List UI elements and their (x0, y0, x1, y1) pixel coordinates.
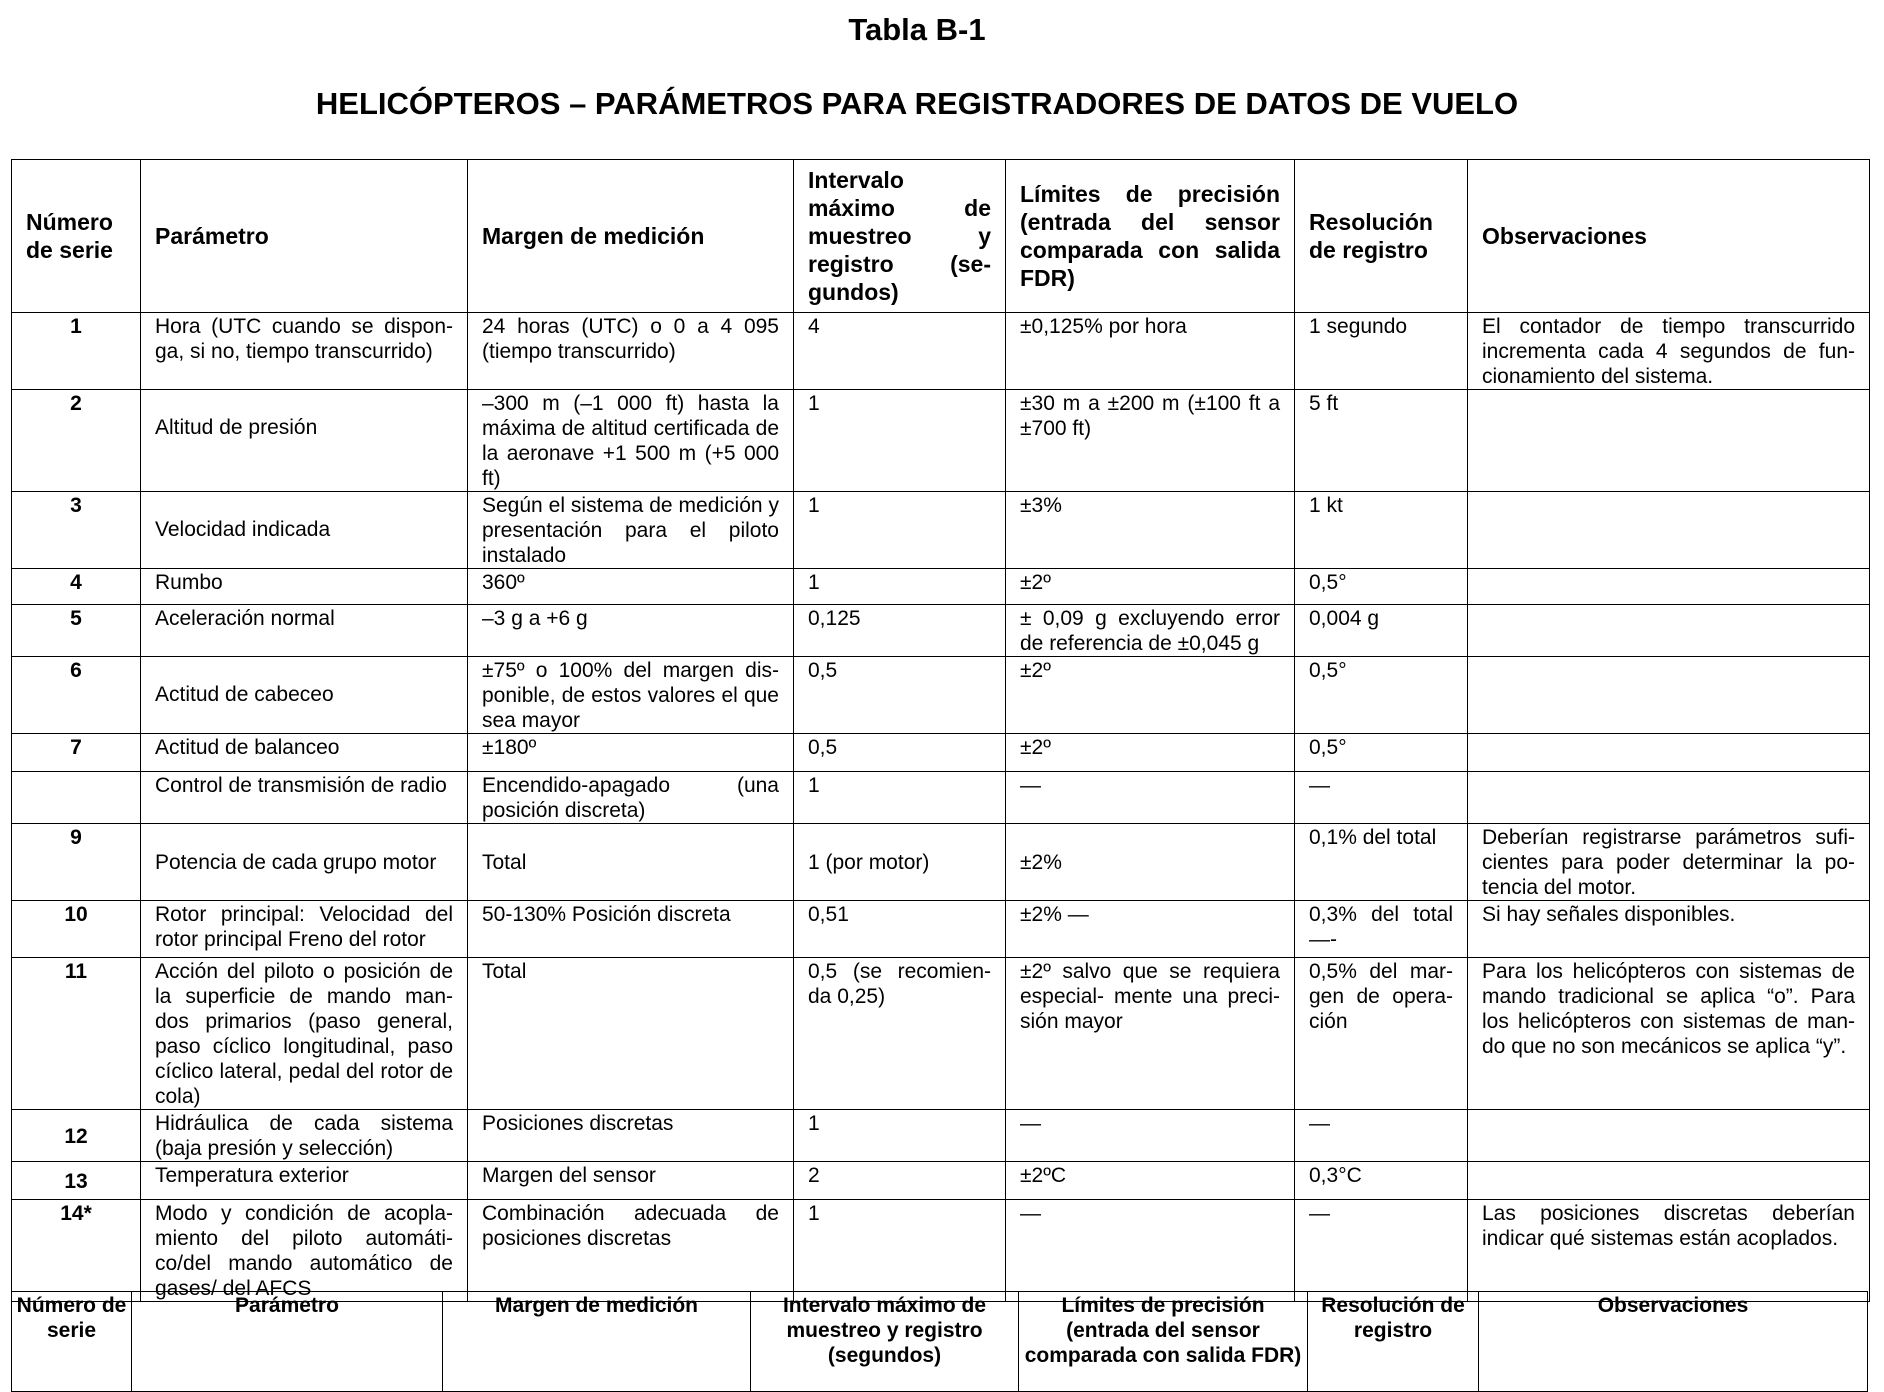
cell-resolucion: — (1295, 1110, 1468, 1162)
cell-numero: 14* (12, 1200, 141, 1302)
footer-header-observaciones: Observaciones (1479, 1292, 1868, 1392)
cell-parametro: Aceleración normal (141, 605, 468, 657)
footer-header-row (12, 1292, 1868, 1392)
cell-limites: ±2% — (1006, 901, 1295, 958)
cell-numero: 12 (12, 1110, 141, 1162)
cell-resolucion: 0,5° (1295, 657, 1468, 734)
cell-resolucion: 0,5° (1295, 734, 1468, 772)
cell-margen: Posiciones discretas (468, 1110, 794, 1162)
cell-intervalo: 0,125 (794, 605, 1006, 657)
table-row (12, 569, 1870, 605)
footer-header-intervalo: Intervalo máximo de muestreo y registro (segundos) (751, 1292, 1019, 1392)
parameters-table (11, 159, 1870, 1302)
table-row (12, 1200, 1870, 1302)
table-title: Tabla B-1 (848, 12, 986, 47)
cell-parametro: Rotor principal: Velocidad del rotor principal Freno del rotor (141, 901, 468, 958)
cell-margen: Encendido-apagado (una posición discreta) (468, 772, 794, 824)
cell-numero: 7 (12, 734, 141, 772)
cell-margen: Margen del sensor (468, 1162, 794, 1200)
cell-margen: 360º (468, 569, 794, 605)
table-row (12, 657, 1870, 734)
cell-margen: Combinación adecuada de posiciones discretas (468, 1200, 794, 1302)
cell-intervalo: 1 (794, 492, 1006, 569)
cell-resolucion: — (1295, 772, 1468, 824)
cell-parametro: Hidráulica de cada sistema (baja presión y selección) (141, 1110, 468, 1162)
cell-observaciones (1468, 492, 1870, 569)
table-row (12, 313, 1870, 390)
cell-numero: 4 (12, 569, 141, 605)
cell-observaciones (1468, 657, 1870, 734)
cell-margen: ±75º o 100% del margen dis- ponible, de estos valores el que sea mayor (468, 657, 794, 734)
cell-margen: Según el sistema de medición y presentación para el piloto instalado (468, 492, 794, 569)
cell-resolucion: 1 segundo (1295, 313, 1468, 390)
cell-margen: 50-130% Posición discreta (468, 901, 794, 958)
table-row (12, 390, 1870, 492)
cell-observaciones: El contador de tiempo transcurrido incrementa cada 4 segundos de fun- cionamiento del sistema. (1468, 313, 1870, 390)
cell-limites: ±0,125% por hora (1006, 313, 1295, 390)
footer-header-parametro: Parámetro (132, 1292, 443, 1392)
cell-limites: — (1006, 772, 1295, 824)
cell-intervalo: 4 (794, 313, 1006, 390)
cell-numero: 3 (12, 492, 141, 569)
cell-observaciones (1468, 605, 1870, 657)
cell-intervalo: 0,5 (794, 734, 1006, 772)
cell-observaciones (1468, 1110, 1870, 1162)
cell-intervalo: 0,51 (794, 901, 1006, 958)
header-observaciones: Observaciones (1468, 160, 1870, 313)
cell-observaciones (1468, 1162, 1870, 1200)
cell-numero: 11 (12, 958, 141, 1110)
cell-numero: 10 (12, 901, 141, 958)
cell-parametro: Modo y condición de acopla- miento del piloto automáti- co/del mando automático de gases/ del AFCS (141, 1200, 468, 1302)
cell-parametro: Actitud de cabeceo (141, 657, 468, 734)
header-margen: Margen de medición (468, 160, 794, 313)
cell-limites: ±2ºC (1006, 1162, 1295, 1200)
table-row (12, 1162, 1870, 1200)
cell-resolucion: 0,004 g (1295, 605, 1468, 657)
cell-observaciones: Si hay señales disponibles. (1468, 901, 1870, 958)
cell-parametro: Acción del piloto o posición de la superficie de mando man- dos primarios (paso general, paso cíclico longitudinal, paso cíclico lateral, pedal del rotor de cola) (141, 958, 468, 1110)
cell-intervalo: 0,5 (se recomien- da 0,25) (794, 958, 1006, 1110)
cell-intervalo: 1 (794, 1110, 1006, 1162)
cell-parametro: Velocidad indicada (141, 492, 468, 569)
cell-intervalo: 1 (794, 772, 1006, 824)
cell-intervalo: 1 (por motor) (794, 824, 1006, 901)
header-parametro: Parámetro (141, 160, 468, 313)
cell-resolucion: 0,3% del total —- (1295, 901, 1468, 958)
header-resolucion: Resolución de registro (1295, 160, 1468, 313)
cell-observaciones: Deberían registrarse parámetros sufi- cientes para poder determinar la po- tencia del motor. (1468, 824, 1870, 901)
cell-parametro: Altitud de presión (141, 390, 468, 492)
cell-intervalo: 0,5 (794, 657, 1006, 734)
cell-resolucion: 0,5% del mar- gen de opera- ción (1295, 958, 1468, 1110)
table-row (12, 734, 1870, 772)
footer-header-limites: Límites de precisión (entrada del sensor comparada con salida FDR) (1019, 1292, 1308, 1392)
header-numero: Número de serie (12, 160, 141, 313)
cell-limites: ±30 m a ±200 m (±100 ft a ±700 ft) (1006, 390, 1295, 492)
cell-numero: 5 (12, 605, 141, 657)
header-intervalo: Intervalo máximo de muestreo y registro (se- gundos) (794, 160, 1006, 313)
cell-parametro: Hora (UTC cuando se dispon- ga, si no, tiempo transcurrido) (141, 313, 468, 390)
table-row (12, 492, 1870, 569)
cell-resolucion: 1 kt (1295, 492, 1468, 569)
cell-resolucion: 5 ft (1295, 390, 1468, 492)
cell-parametro: Potencia de cada grupo motor (141, 824, 468, 901)
cell-parametro: Actitud de balanceo (141, 734, 468, 772)
cell-observaciones (1468, 734, 1870, 772)
cell-parametro: Control de transmisión de radio (141, 772, 468, 824)
cell-numero: 2 (12, 390, 141, 492)
cell-margen: ±180º (468, 734, 794, 772)
table-row (12, 901, 1870, 958)
cell-observaciones (1468, 569, 1870, 605)
table-row (12, 1110, 1870, 1162)
cell-parametro: Rumbo (141, 569, 468, 605)
cell-margen: –300 m (–1 000 ft) hasta la máxima de altitud certificada de la aeronave +1 500 m (+5 000 ft) (468, 390, 794, 492)
cell-resolucion: 0,3°C (1295, 1162, 1468, 1200)
cell-numero: 9 (12, 824, 141, 901)
cell-limites: ±2º salvo que se requiera especial- mente una preci- sión mayor (1006, 958, 1295, 1110)
table-header-row (12, 160, 1870, 313)
header-limites: Límites de precisión (entrada del sensor comparada con salida FDR) (1006, 160, 1295, 313)
table-subtitle: HELICÓPTEROS – PARÁMETROS PARA REGISTRADORES DE DATOS DE VUELO (315, 86, 1519, 121)
table-row (12, 605, 1870, 657)
cell-resolucion: — (1295, 1200, 1468, 1302)
cell-numero: 6 (12, 657, 141, 734)
cell-intervalo: 1 (794, 390, 1006, 492)
cell-limites: ±2º (1006, 569, 1295, 605)
footer-header-margen: Margen de medición (443, 1292, 751, 1392)
cell-intervalo: 1 (794, 1200, 1006, 1302)
cell-parametro: Temperatura exterior (141, 1162, 468, 1200)
table-row (12, 958, 1870, 1110)
table-row (12, 824, 1870, 901)
footer-header-resolucion: Resolución de registro (1308, 1292, 1479, 1392)
cell-numero (12, 772, 141, 824)
repeated-header-table (11, 1291, 1868, 1392)
cell-margen: Total (468, 958, 794, 1110)
cell-limites: ± 0,09 g excluyendo error de referencia de ±0,045 g (1006, 605, 1295, 657)
cell-limites: — (1006, 1110, 1295, 1162)
cell-limites: ±2% (1006, 824, 1295, 901)
cell-numero: 1 (12, 313, 141, 390)
cell-observaciones (1468, 772, 1870, 824)
cell-observaciones (1468, 390, 1870, 492)
cell-intervalo: 2 (794, 1162, 1006, 1200)
cell-margen: 24 horas (UTC) o 0 a 4 095 (tiempo transcurrido) (468, 313, 794, 390)
cell-numero: 13 (12, 1162, 141, 1200)
cell-limites: ±3% (1006, 492, 1295, 569)
cell-limites: — (1006, 1200, 1295, 1302)
cell-resolucion: 0,5° (1295, 569, 1468, 605)
cell-margen: Total (468, 824, 794, 901)
footer-header-numero: Número de serie (12, 1292, 132, 1392)
cell-limites: ±2º (1006, 734, 1295, 772)
table-row (12, 772, 1870, 824)
cell-observaciones: Para los helicópteros con sistemas de mando tradicional se aplica “o”. Para los helicópteros con sistemas de man- do que no son mecánicos se aplica “y”. (1468, 958, 1870, 1110)
cell-limites: ±2º (1006, 657, 1295, 734)
cell-intervalo: 1 (794, 569, 1006, 605)
cell-margen: –3 g a +6 g (468, 605, 794, 657)
cell-observaciones: Las posiciones discretas deberían indicar qué sistemas están acoplados. (1468, 1200, 1870, 1302)
cell-resolucion: 0,1% del total (1295, 824, 1468, 901)
